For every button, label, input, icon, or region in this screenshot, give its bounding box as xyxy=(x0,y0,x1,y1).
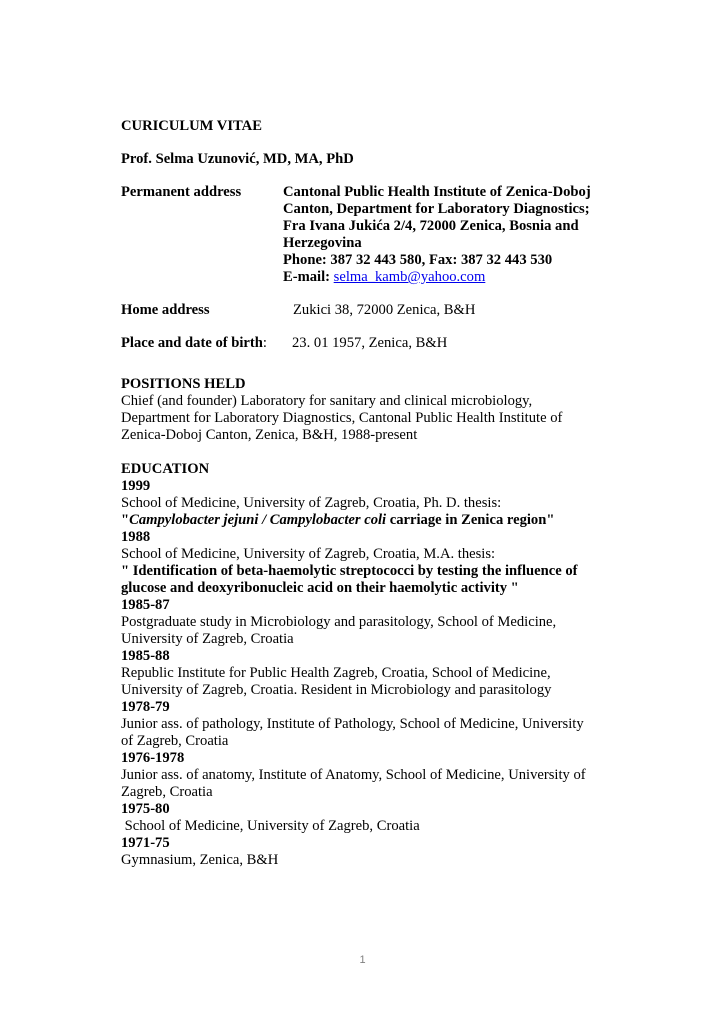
cv-document xyxy=(121,118,611,869)
birth-label: Place and date of birth xyxy=(121,335,263,351)
birth-label-wrap xyxy=(121,335,292,352)
education-line: School of Medicine, University of Zagreb, Croatia, Ph. D. thesis: xyxy=(121,495,502,511)
education-line: University of Zagreb, Croatia xyxy=(121,631,294,647)
education-heading: EDUCATION xyxy=(121,461,210,477)
positions-line: Chief (and founder) Laboratory for sanitary and clinical microbiology, xyxy=(121,393,533,409)
email-line xyxy=(283,269,611,286)
education-line: Republic Institute for Public Health Zagreb, Croatia, School of Medicine, xyxy=(121,665,551,681)
address-line: Cantonal Public Health Institute of Zenica-Doboj xyxy=(283,184,591,200)
page-number: 1 xyxy=(359,954,366,966)
thesis-title-rest: carriage in Zenica region" xyxy=(386,512,555,528)
email-link[interactable]: selma_kamb@yahoo.com xyxy=(333,269,486,285)
education-line: School of Medicine, University of Zagreb, Croatia, M.A. thesis: xyxy=(121,546,496,562)
document-title: CURICULUM VITAE xyxy=(121,118,262,134)
education-year: 1985-87 xyxy=(121,597,170,613)
ma-thesis-title-line: " Identification of beta-haemolytic streptococci by testing the influence of xyxy=(121,563,578,579)
positions-line: Department for Laboratory Diagnostics, Cantonal Public Health Institute of xyxy=(121,410,563,426)
education-line: Gymnasium, Zenica, B&H xyxy=(121,852,279,868)
birth-value: 23. 01 1957, Zenica, B&H xyxy=(292,335,448,351)
education-year: 1978-79 xyxy=(121,699,170,715)
positions-line: Zenica-Doboj Canton, Zenica, B&H, 1988-present xyxy=(121,427,418,443)
education-line: Junior ass. of anatomy, Institute of Anatomy, School of Medicine, University of xyxy=(121,767,586,783)
permanent-address-block xyxy=(121,184,611,286)
phd-thesis-title xyxy=(121,512,611,529)
education-year: 1985-88 xyxy=(121,648,170,664)
permanent-address-value xyxy=(283,184,611,286)
education-year: 1976-1978 xyxy=(121,750,185,766)
education-year: 1971-75 xyxy=(121,835,170,851)
home-address-label: Home address xyxy=(121,302,210,318)
permanent-address-label: Permanent address xyxy=(121,184,242,200)
education-year: 1975-80 xyxy=(121,801,170,817)
thesis-organism-names: Campylobacter jejuni / Campylobacter coli xyxy=(129,512,387,528)
education-line: University of Zagreb, Croatia. Resident in Microbiology and parasitology xyxy=(121,682,552,698)
address-line: Fra Ivana Jukića 2/4, 72000 Zenica, Bosnia and xyxy=(283,218,579,234)
address-line: Herzegovina xyxy=(283,235,362,251)
positions-heading: POSITIONS HELD xyxy=(121,376,246,392)
education-line: School of Medicine, University of Zagreb, Croatia xyxy=(121,818,420,834)
education-line: Postgraduate study in Microbiology and parasitology, School of Medicine, xyxy=(121,614,557,630)
education-line: Junior ass. of pathology, Institute of Pathology, School of Medicine, University xyxy=(121,716,584,732)
home-address-value: Zukici 38, 72000 Zenica, B&H xyxy=(293,302,476,318)
birth-label-colon: : xyxy=(262,335,267,351)
email-label: E-mail: xyxy=(283,269,334,285)
birth-row xyxy=(121,335,611,352)
education-line: Zagreb, Croatia xyxy=(121,784,213,800)
address-line: Canton, Department for Laboratory Diagnostics; xyxy=(283,201,590,217)
education-line: of Zagreb, Croatia xyxy=(121,733,229,749)
person-name: Prof. Selma Uzunović, MD, MA, PhD xyxy=(121,151,354,167)
thesis-quote-open: " xyxy=(121,512,130,528)
ma-thesis-title-line: glucose and deoxyribonucleic acid on their haemolytic activity " xyxy=(121,580,519,596)
phone-fax-line: Phone: 387 32 443 580, Fax: 387 32 443 530 xyxy=(283,252,553,268)
home-address-row xyxy=(121,302,611,319)
education-year: 1988 xyxy=(121,529,151,545)
education-year: 1999 xyxy=(121,478,151,494)
